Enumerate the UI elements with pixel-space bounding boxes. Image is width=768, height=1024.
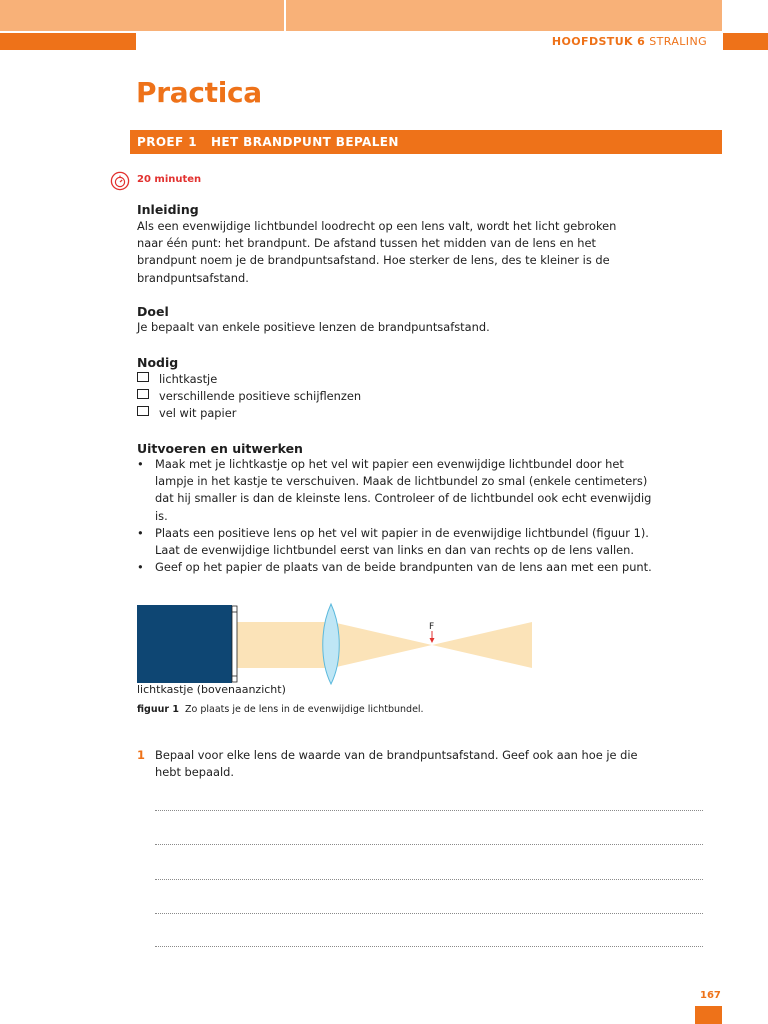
proef-number: PROEF 1 xyxy=(137,135,197,149)
proef-title: HET BRANDPUNT BEPALEN xyxy=(210,135,399,149)
checklist-item xyxy=(137,388,361,405)
text-line: Als een evenwijdige lichtbundel loodrecht op een lens valt, wordt het licht gebroken xyxy=(137,219,617,233)
text-line: hebt bepaald. xyxy=(155,765,234,780)
duration-label: 20 minuten xyxy=(137,174,202,185)
answer-line[interactable] xyxy=(155,879,703,880)
text-line: dat hij smaller is dan de kleinste lens. Controleer of de lichtbundel ook echt evenwijdig xyxy=(155,491,652,506)
light-box-slot xyxy=(232,606,237,682)
lens xyxy=(323,604,340,684)
heading-inleiding: Inleiding xyxy=(137,202,199,217)
question-text xyxy=(155,747,638,781)
text-line: brandpuntsafstand. xyxy=(137,270,249,285)
answer-line[interactable] xyxy=(155,913,703,914)
answer-line[interactable] xyxy=(155,810,703,811)
heading-nodig: Nodig xyxy=(137,355,179,370)
text-line: lampje in het kastje te verschuiven. Maak de lichtbundel zo smal (enkele centimeters) xyxy=(155,474,648,489)
inleiding-text xyxy=(137,218,616,287)
parallel-beam xyxy=(232,622,330,668)
figure-caption-label: figuur 1 xyxy=(137,704,179,715)
page-tab xyxy=(695,1006,722,1024)
checklist-label: vel wit papier xyxy=(159,406,237,421)
figure-caption xyxy=(137,704,424,715)
checkbox-icon xyxy=(137,372,149,382)
text-line: Geef op het papier de plaats van de beide brandpunten van de lens aan met een punt. xyxy=(155,560,652,574)
light-box-label: lichtkastje (bovenaanzicht) xyxy=(137,683,286,696)
text-line: Laat de evenwijdige lichtbundel eerst van links en dan van rechts op de lens vallen. xyxy=(155,543,635,558)
chapter-topic: STRALING xyxy=(649,35,707,48)
checklist-label: lichtkastje xyxy=(159,372,218,386)
text-line: is. xyxy=(155,508,168,523)
checklist-label: verschillende positieve schijflenzen xyxy=(159,389,362,404)
text-line: brandpunt noem je de brandpuntsafstand. Hoe sterker de lens, des te kleiner is de xyxy=(137,253,610,268)
stopwatch-icon xyxy=(110,171,130,191)
page-number: 167 xyxy=(700,990,721,1001)
figure-lens-setup xyxy=(136,602,536,686)
heading-doel: Doel xyxy=(137,304,169,319)
light-box xyxy=(137,605,232,683)
text-line: Plaats een positieve lens op het vel wit papier in de evenwijdige lichtbundel (figuur 1). xyxy=(155,526,649,540)
page-title: Practica xyxy=(136,76,262,109)
text-line: Je bepaalt van enkele positieve lenzen de brandpuntsafstand. xyxy=(137,320,490,334)
answer-line[interactable] xyxy=(155,844,703,845)
header-rule-left xyxy=(0,33,136,50)
bullet-icon: • xyxy=(137,526,144,540)
checklist-item xyxy=(137,405,361,422)
header-band xyxy=(0,0,722,31)
text-line: Bepaal voor elke lens de waarde van de brandpuntsafstand. Geef ook aan hoe je die xyxy=(155,748,638,762)
chapter-label: HOOFDSTUK 6 xyxy=(551,35,646,48)
checklist-item xyxy=(137,371,361,388)
checkbox-icon xyxy=(137,406,149,416)
figure-caption-text: Zo plaats je de lens in de evenwijdige lichtbundel. xyxy=(184,704,424,715)
checklist xyxy=(137,371,361,423)
text-line: Maak met je lichtkastje op het vel wit papier een evenwijdige lichtbundel door het xyxy=(155,457,624,471)
running-header xyxy=(552,35,707,48)
header-band-divider xyxy=(284,0,286,31)
answer-line[interactable] xyxy=(155,946,703,947)
bullet-icon: • xyxy=(137,560,144,574)
question-number: 1 xyxy=(137,748,145,762)
heading-uitvoeren: Uitvoeren en uitwerken xyxy=(137,441,303,456)
proef-heading xyxy=(137,135,399,149)
checkbox-icon xyxy=(137,389,149,399)
bullet-icon: • xyxy=(137,457,144,471)
doel-text xyxy=(137,319,490,336)
header-rule-right xyxy=(723,33,768,50)
focus-label: F xyxy=(429,622,435,632)
text-line: naar één punt: het brandpunt. De afstand tussen het midden van de lens en het xyxy=(137,236,597,251)
focus-arrow-head xyxy=(430,638,435,643)
